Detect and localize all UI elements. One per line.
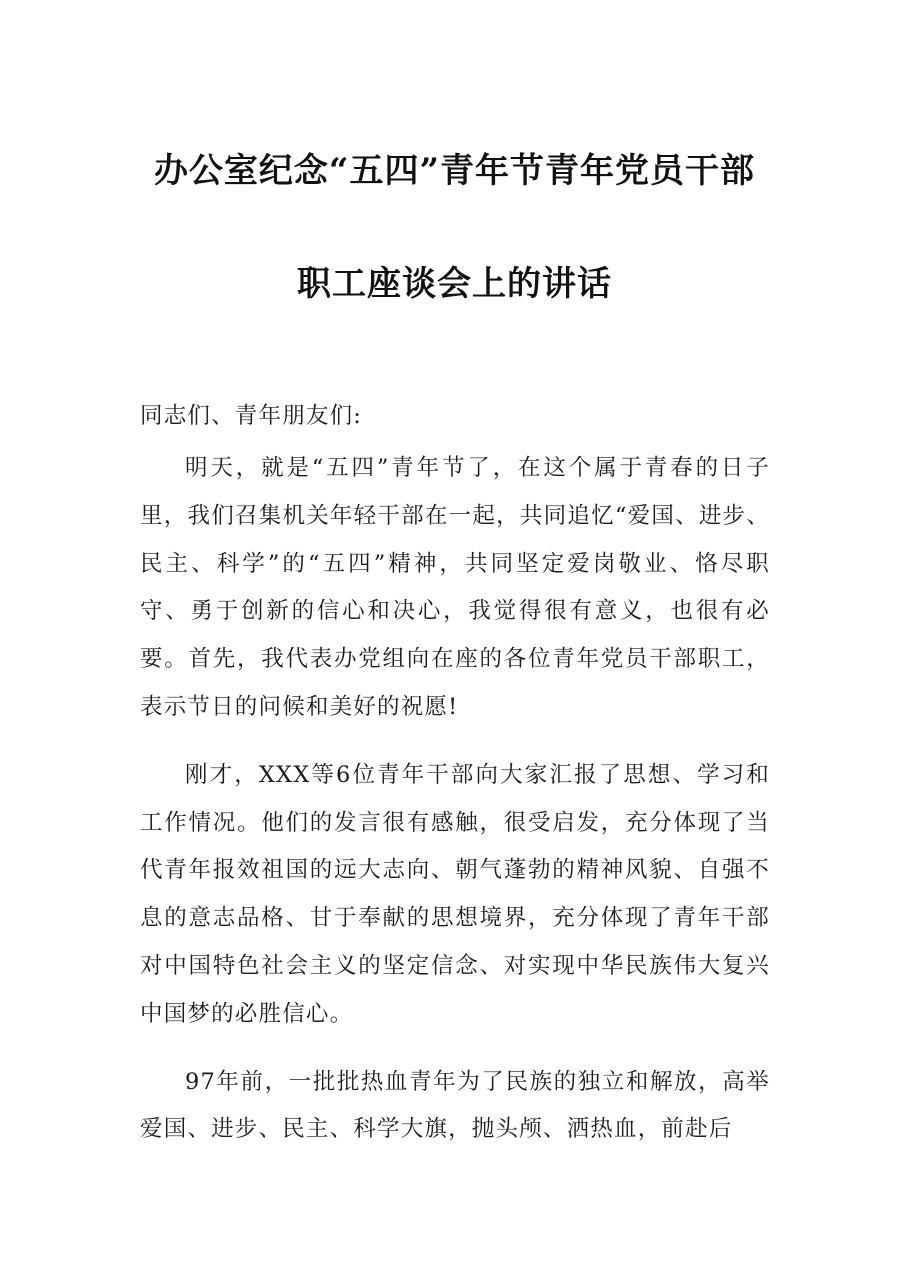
salutation: 同志们、青年朋友们:: [140, 403, 363, 429]
paragraph-1: 明天，就是“五四”青年节了，在这个属于青春的日子里，我们召集机关年轻干部在一起，共同追忆“爱国、进步、民主、科学”的“五四”精神，共同坚定爱岗敬业、恪尽职守、勇于创新的信心和决心，我觉得很有意义，也很有必要。首先，我代表办党组向在座的各位青年党员干部职工，表示节日的问候和美好的祝愿!: [140, 455, 770, 720]
paragraph-3: 97年前，一批批热血青年为了民族的独立和解放，高举爱国、进步、民主、科学大旗，抛头颅、洒热血，前赴后: [140, 1068, 770, 1143]
document-body: [140, 445, 770, 1154]
document-title-line-1: 办公室纪念“五四”青年节青年党员干部: [153, 151, 756, 191]
document-title-line-2: 职工座谈会上的讲话: [297, 264, 612, 304]
paragraph-2: 刚才，XXX等6位青年干部向大家汇报了思想、学习和工作情况。他们的发言很有感触，很受启发，充分体现了当代青年报效祖国的远大志向、朝气蓬勃的精神风貌、自强不息的意志品格、甘于奉献的思想境界，充分体现了青年干部对中国特色社会主义的坚定信念、对实现中华民族伟大复兴中国梦的必胜信心。: [140, 761, 770, 1027]
